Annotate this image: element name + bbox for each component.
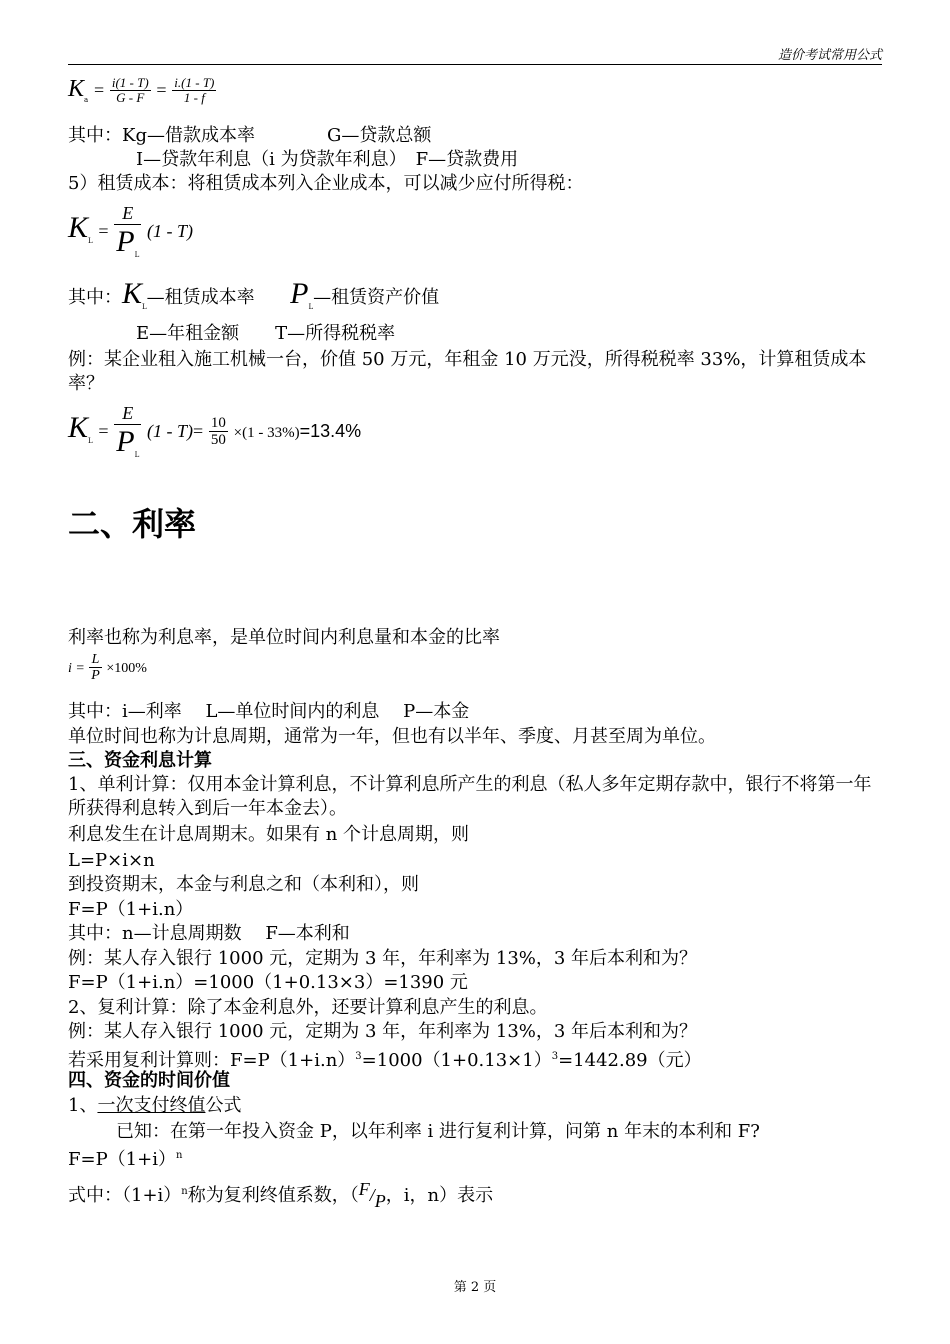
text-line: 其中：n—计息周期数 F—本利和 — [68, 923, 350, 944]
formula-lease-example: $K_L$ = $\frac{E}{P_L}$ (1 - T)= $\frac{10}{50}$ ×(1 - 33%)=13.4% — [68, 403, 362, 459]
text-line: 其中：i—利率 L—单位时间内的利息 P—本金 — [68, 701, 470, 722]
formula-interest-rate: i = $\frac{L}{P}$ ×100% — [68, 652, 147, 684]
text-line: 例：某人存入银行 1000 元，定期为 3 年，年利率为 13%，3 年后本利和为？ — [68, 948, 698, 969]
text-line: 其中：Kg—借款成本率 G—贷款总额 — [68, 125, 432, 146]
text-line: 例：某人存入银行 1000 元，定期为 3 年，年利率为 13%，3 年后本利和为？ — [68, 1021, 698, 1042]
section-heading: 三、资金利息计算 — [68, 750, 212, 771]
text-line: 到投资期末，本金与利息之和（本利和），则 — [68, 874, 419, 895]
subheading-line: 1、一次支付终值公式 — [68, 1095, 242, 1116]
formula-line: $F=P(1+i)^n$ — [68, 1149, 183, 1170]
formula-lease-cost: $K_L$ = $\frac{E}{P_L}$ (1 - T) — [68, 203, 194, 259]
page-header — [68, 44, 882, 65]
text-line: F=P（1+i.n） — [68, 899, 194, 920]
text-line: 5）租赁成本：将租赁成本列入企业成本，可以减少应付所得税： — [68, 173, 584, 194]
text-line: F=P（1+i.n）=1000（1+0.13×3）=1390 元 — [68, 972, 468, 993]
text-line: 利率也称为利息率，是单位时间内利息量和本金的比率 — [68, 627, 500, 648]
section-heading: 四、资金的时间价值 — [68, 1070, 230, 1091]
example-text: 例：某企业租入施工机械一台，价值 50 万元，年租金 10 万元没，所得税税率 33%，计算租赁成本率？ — [68, 349, 867, 394]
header-title: 造价考试常用公式 — [777, 48, 882, 63]
coefficient-line: 式中：$(1+i)^n$称为复利终值系数，（F/P，i，n）表示 — [68, 1179, 494, 1211]
formula-borrowing-cost: $K_a$ = $\frac{i(1 - T)}{G - F}$ = $\frac{i.(1 - T)}{1 - f}$ — [68, 75, 215, 106]
page-number: 第 2 页 — [453, 1280, 497, 1295]
text-line: 利息发生在计息周期末。如果有 n 个计息周期，则 — [68, 824, 470, 845]
lease-definitions: 其中：$K_L—$租赁成本率 $P_L—$租赁资产价值 — [68, 277, 440, 311]
text-paragraph: 1、单利计算：仅用本金计算利息，不计算利息所产生的利息（私人多年定期存款中，银行不将第一年所获得利息转入到后一年本金去）。 — [68, 774, 872, 819]
text-line: 单位时间也称为计息周期，通常为一年，但也有以半年、季度、月甚至周为单位。 — [68, 726, 716, 747]
text-line: E—年租金额 T—所得税税率 — [136, 323, 396, 344]
text-line: L=P×i×n — [68, 850, 155, 871]
text-line: I—贷款年利息（i 为贷款年利息） F—贷款费用 — [136, 149, 519, 170]
compound-formula-line: 若采用复利计算则：$F=P(1+i.n)^3=1000(1+0.13\times 1)^3=1442.89$（元） — [68, 1050, 702, 1071]
section-heading: 二、利率 — [68, 505, 197, 543]
text-line: 已知：在第一年投入资金 P，以年利率 i 进行复利计算，问第 n 年末的本利和 F? — [116, 1121, 760, 1142]
text-line: 2、复利计算：除了本金利息外，还要计算利息产生的利息。 — [68, 997, 548, 1018]
